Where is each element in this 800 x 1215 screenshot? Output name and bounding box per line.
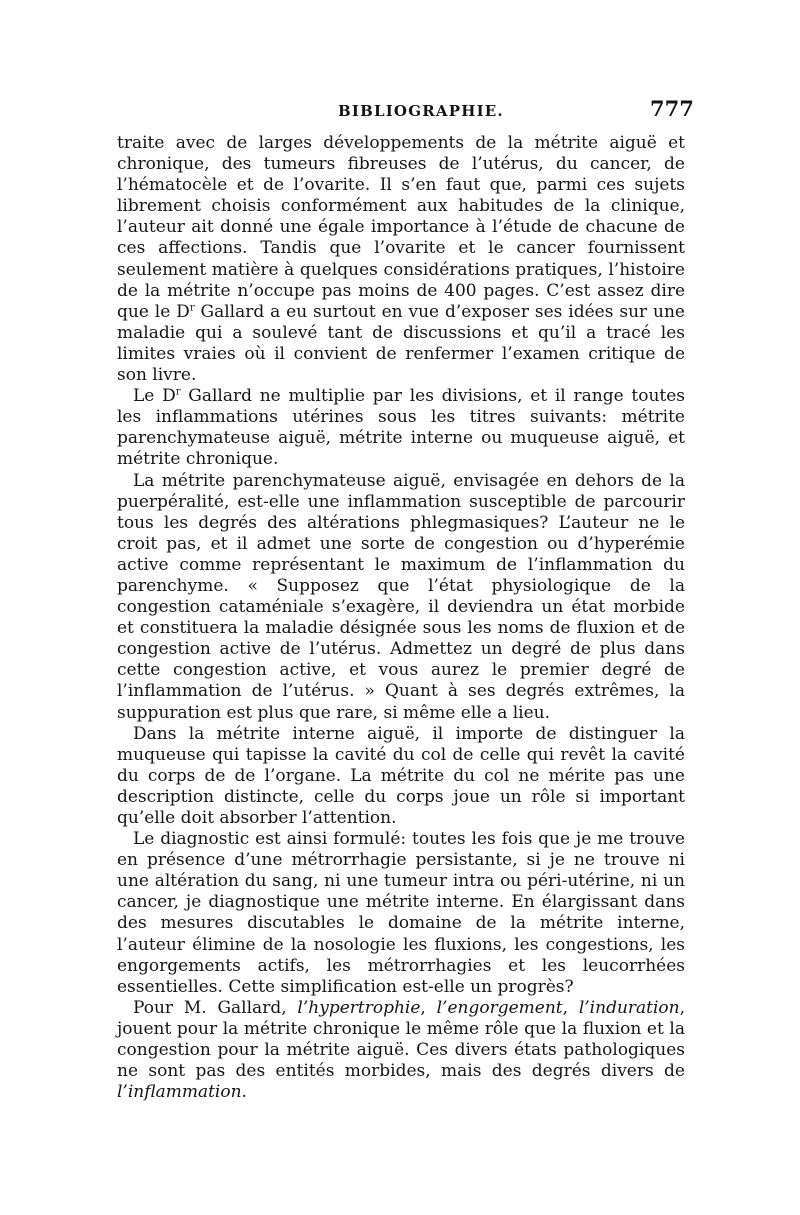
italic-term: l’engorgement: [436, 997, 563, 1018]
paragraph: [117, 386, 685, 470]
paragraph: [117, 724, 685, 829]
italic-term: l’hypertrophie: [297, 997, 421, 1018]
running-title: BIBLIOGRAPHIE.: [338, 102, 504, 120]
text-segment: Gallard a eu surtout en vue d’exposer ses idées sur une maladie qui a soulevé tant de discussions et qu’il a tracé les limites vraies où il convient de renfermer l’examen critique de son livre.: [117, 301, 685, 386]
text-segment: Pour M. Gallard,: [133, 997, 298, 1018]
text-segment: , jouent pour la métrite chronique le même rôle que la fluxion et la congestion pour la métrite aiguë. Ces divers états pathologiques ne sont pas des entités morbides, mais des degrés divers de: [117, 997, 686, 1082]
paragraph: [117, 133, 685, 386]
text-segment: ,: [420, 997, 437, 1018]
text-segment: Dans la métrite interne aiguë, il importe de distinguer la muqueuse qui tapisse la cavité du col de celle qui revêt la cavité du corps de de l’organe. La métrite du col ne mérite pas une description distincte, celle du corps joue un rôle si important qu’elle doit absorber l’attention.: [117, 723, 685, 828]
text-segment: Le D: [133, 386, 176, 407]
text-segment: Gallard ne multiplie par les divisions, et il range toutes les inflammations utérines sous les titres suivants: métrite parenchymateuse aiguë, métrite interne ou muqueuse aiguë, et métrite chronique.: [117, 386, 686, 470]
paragraph: [117, 471, 685, 724]
paragraph: [117, 829, 685, 998]
superscript: r: [175, 386, 181, 398]
body-text: [117, 133, 685, 1103]
text-segment: ,: [562, 997, 579, 1018]
text-segment: La métrite parenchymateuse aiguë, envisagée en dehors de la puerpéralité, est-elle une inflammation susceptible de parcourir tous les degrés des altérations phlegmasiques? L’auteur ne le croit pas, et il admet une sorte de congestion ou d’hyperémie active comme représentant le maximum de l’inflammation du parenchyme. « Supposez que l’état physiologique de la congestion cataméniale s’exagère, il deviendra un état morbide et constituera la maladie désignée sous les noms de fluxion et de congestion active de l’utérus. Admettez un degré de plus dans cette congestion active, et vous aurez le premier degré de l’inflammation de l’utérus. » Quant à ses degrés extrêmes, la suppuration est plus que rare, si même elle a lieu.: [117, 470, 685, 723]
page-number: 777: [650, 96, 694, 121]
paragraph: [117, 998, 685, 1103]
text-segment: Le diagnostic est ainsi formulé: toutes les fois que je me trouve en présence d’une métrorrhagie persistante, si je ne trouve ni une altération du sang, ni une tumeur intra ou péri-utérine, ni un cancer, je diagnostique une métrite interne. En élargissant dans des mesures discutables le domaine de la métrite interne, l’auteur élimine de la nosologie les fluxions, les congestions, les engorgements actifs, les métrorrhagies et les leucorrhées essentielles. Cette simplification est-elle un progrès?: [117, 829, 685, 997]
italic-term: l’inflammation: [117, 1082, 242, 1103]
superscript: r: [189, 302, 195, 314]
text-segment: traite avec de larges développements de la métrite aiguë et chronique, des tumeurs fibreuses de l’utérus, du cancer, de l’hématocèle et de l’ovarite. Il s’en faut que, parmi ces sujets librement choisis conformément aux habitudes de la clinique, l’auteur ait donné une égale importance à l’étude de chacune de ces affections. Tandis que l’ovarite et le cancer fournissent seulement matière à quelques considérations pratiques, l’histoire de la métrite n’occupe pas moins de 400 pages. C’est assez dire que le D: [117, 133, 685, 322]
page-header: [0, 96, 800, 124]
text-segment: .: [241, 1082, 247, 1103]
italic-term: l’induration: [578, 997, 680, 1018]
